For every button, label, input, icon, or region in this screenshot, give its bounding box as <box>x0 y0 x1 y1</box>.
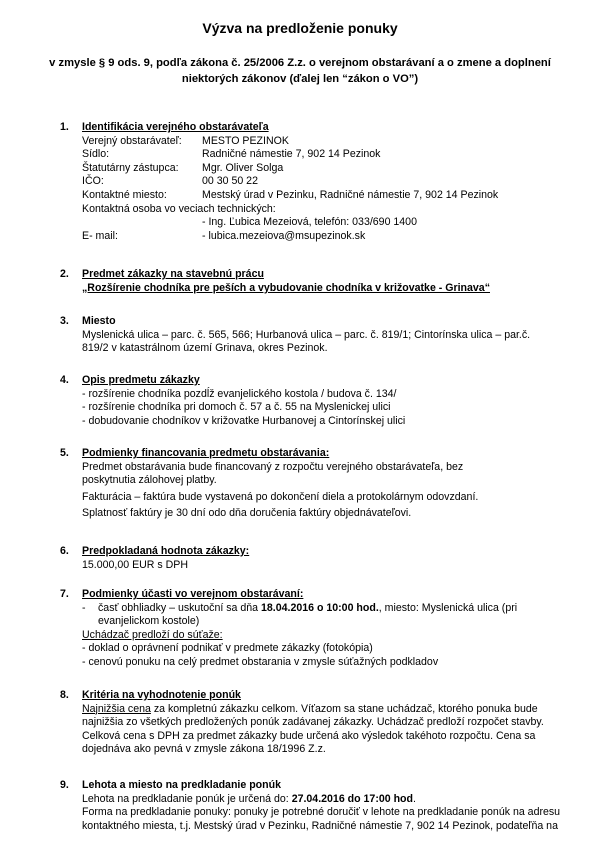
section-number: 8. <box>60 689 69 701</box>
tech-contact-value: - Ing. Ľubica Mezeiová, telefón: 033/690 1400 <box>202 216 417 229</box>
invoicing-line: Fakturácia – faktúra bude vystavená po dokončení diela a protokolárnym odovzdaní. <box>82 490 479 503</box>
list-item: - dobudovanie chodníkov v križovatke Hurbanovej a Cintorínskej ulici <box>82 414 406 427</box>
inspection-line: - časť obhliadky – uskutoční sa dňa 18.04.2016 o 10:00 hod., miesto: Myslenická ulica (pri <box>82 601 518 614</box>
estimated-value: 15.000,00 EUR s DPH <box>82 558 188 571</box>
email-row: E- mail: - lubica.mezeiova@msupezinok.sk <box>82 229 366 242</box>
criteria-line-2: najnižšia zo všetkých predložených ponúk zadávanej zákazky. Uchádzač predloží rozpočet stavby. <box>82 716 544 729</box>
seat-row: Sídlo: Radničné námestie 7, 902 14 Pezinok <box>82 148 381 161</box>
subtitle <box>30 55 570 87</box>
tech-contact-label: Kontaktná osoba vo veciach technických: <box>82 202 276 215</box>
section-heading: Predpokladaná hodnota zákazky: <box>82 545 250 557</box>
contract-subject: „Rozšírenie chodníka pre peších a vybudovanie chodníka v križovatke - Grinava“ <box>82 281 490 294</box>
section-number: 2. <box>60 268 69 280</box>
subtitle-line-1: v zmysle § 9 ods. 9, podľa zákona č. 25/2006 Z.z. o verejnom obstarávaní a o zmene a doplnení <box>49 57 551 69</box>
page-title: Výzva na predloženie ponuky <box>202 20 398 36</box>
financing-line-1: Predmet obstarávania bude financovaný z rozpočtu verejného obstarávateľa, bez <box>82 460 464 473</box>
inspection-date: 18.04.2016 o 10:00 hod. <box>260 601 379 614</box>
list-item: - rozšírenie chodníka pri domoch č. 57 a č. 55 na Myslenickej ulici <box>82 401 391 414</box>
section-number: 6. <box>60 545 69 557</box>
section-heading: Opis predmetu zákazky <box>82 374 200 386</box>
submission-heading: Uchádzač predloží do súťaže: <box>82 628 223 641</box>
inspection-line-2: evanjelickom kostole) <box>98 615 200 628</box>
section-number: 9. <box>60 779 69 791</box>
section-number: 7. <box>60 588 69 600</box>
section-heading: Podmienky financovania predmetu obstarávania: <box>82 447 330 459</box>
section-number: 4. <box>60 374 69 386</box>
financing-line-2: poskytnutia zálohovej platby. <box>82 474 217 487</box>
section-heading: Identifikácia verejného obstarávateľa <box>82 121 269 133</box>
section-heading: Predmet zákazky na stavebnú prácu <box>82 268 264 280</box>
list-item: - doklad o oprávnení podnikať v predmete zákazky (fotokópia) <box>82 642 373 655</box>
email-link[interactable]: - lubica.mezeiova@msupezinok.sk <box>202 229 366 242</box>
deadline-date: 27.04.2016 do 17:00 hod <box>291 792 413 805</box>
list-item: - cenovú ponuku na celý predmet obstarania v zmysle súťažných podkladov <box>82 655 439 668</box>
section-heading: Podmienky účasti vo verejnom obstarávaní: <box>82 588 304 600</box>
location-line-2: 819/2 v katastrálnom území Grinava, okres Pezinok. <box>82 342 328 355</box>
submission-form-line-1: Forma na predkladanie ponuky: ponuky je potrebné doručiť v lehote na predkladanie ponúk na adresu <box>82 806 561 819</box>
section-heading: Lehota a miesto na predkladanie ponúk <box>82 779 281 791</box>
ico-row: IČO: 00 30 50 22 <box>82 175 258 188</box>
subtitle-line-2: niektorých zákonov (ďalej len “zákon o VO”) <box>181 73 419 85</box>
payment-terms-line: Splatnosť faktúry je 30 dní odo dňa doručenia faktúry objednávateľovi. <box>82 507 412 520</box>
list-item: - rozšírenie chodníka pozdĺž evanjelického kostola / budova č. 134/ <box>82 387 397 400</box>
contracting-authority-row: Verejný obstarávateľ: MESTO PEZINOK <box>82 134 289 147</box>
deadline-line: Lehota na predkladanie ponúk je určená do: 27.04.2016 do 17:00 hod. <box>82 792 416 805</box>
location-line-1: Myslenická ulica – parc. č. 565, 566; Hurbanová ulica – parc. č. 819/1; Cintorínska ulica – par.č. <box>82 328 531 341</box>
section-heading: Miesto <box>82 315 116 327</box>
representative-row: Štatutárny zástupca: Mgr. Oliver Solga <box>82 161 284 174</box>
submission-form-line-2: kontaktného miesta, t.j. Mestský úrad v Pezinku, Radničné námestie 7, 902 14 Pezinok, podateľňa na <box>82 819 558 832</box>
contact-place-row: Kontaktné miesto: Mestský úrad v Pezinku, Radničné námestie 7, 902 14 Pezinok <box>82 188 499 201</box>
criteria-line-3: Celková cena s DPH za predmet zákazky bude určená ako výsledok takéhoto rozpočtu. Cena sa <box>82 729 536 742</box>
section-number: 3. <box>60 315 69 327</box>
section-heading: Kritéria na vyhodnotenie ponúk <box>82 689 241 701</box>
criteria-line-1: Najnižšia cena za kompletnú zákazku celkom. Víťazom sa stane uchádzač, ktorého ponuka bude <box>82 702 538 715</box>
criteria-line-4: dojednáva ako pevná v zmysle zákona 18/1996 Z.z. <box>82 743 326 756</box>
section-number: 5. <box>60 447 69 459</box>
section-number: 1. <box>60 121 69 133</box>
